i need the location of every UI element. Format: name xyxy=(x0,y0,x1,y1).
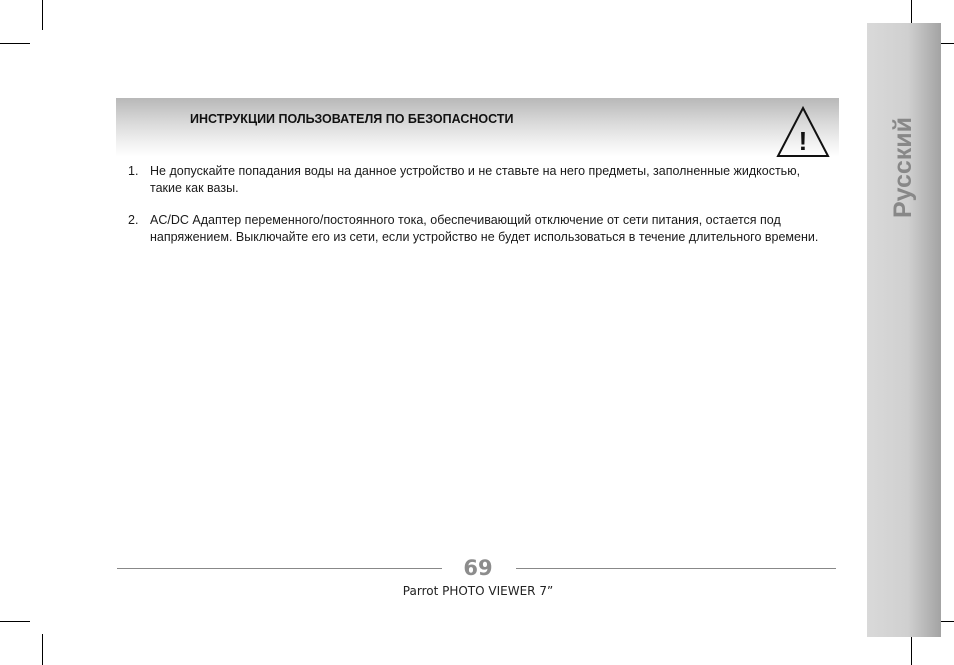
warning-glyph: ! xyxy=(798,126,808,156)
crop-mark xyxy=(42,0,43,30)
language-label: Русский xyxy=(889,116,917,218)
list-item xyxy=(128,212,828,245)
warning-triangle-icon xyxy=(774,104,832,160)
list-item-number: 2. xyxy=(128,213,139,227)
language-side-tab xyxy=(867,23,941,637)
footer-caption: Parrot PHOTO VIEWER 7” xyxy=(402,584,554,598)
section-title: ИНСТРУКЦИИ ПОЛЬЗОВАТЕЛЯ ПО БЕЗОПАСНОСТИ xyxy=(190,112,514,126)
footer-rule-right xyxy=(516,568,836,569)
safety-instruction-list xyxy=(128,163,828,261)
crop-mark xyxy=(42,634,43,665)
list-item xyxy=(128,163,828,196)
section-header xyxy=(116,98,839,157)
page-number: 69 xyxy=(463,556,493,580)
list-item-number: 1. xyxy=(128,164,139,178)
footer-rule-left xyxy=(117,568,442,569)
list-item-text: AC/DC Адаптер переменного/постоянного тока, обеспечивающий отключение от сети питания, остается под напряжением. Выключайте его из сети, если устройство не будет использоваться в течение длительного времени. xyxy=(150,213,819,244)
list-item-text: Не допускайте попадания воды на данное устройство и не ставьте на него предметы, заполненные жидкостью, такие как вазы. xyxy=(150,164,801,195)
crop-mark xyxy=(911,634,912,665)
crop-mark xyxy=(0,621,30,622)
crop-mark xyxy=(0,43,30,44)
